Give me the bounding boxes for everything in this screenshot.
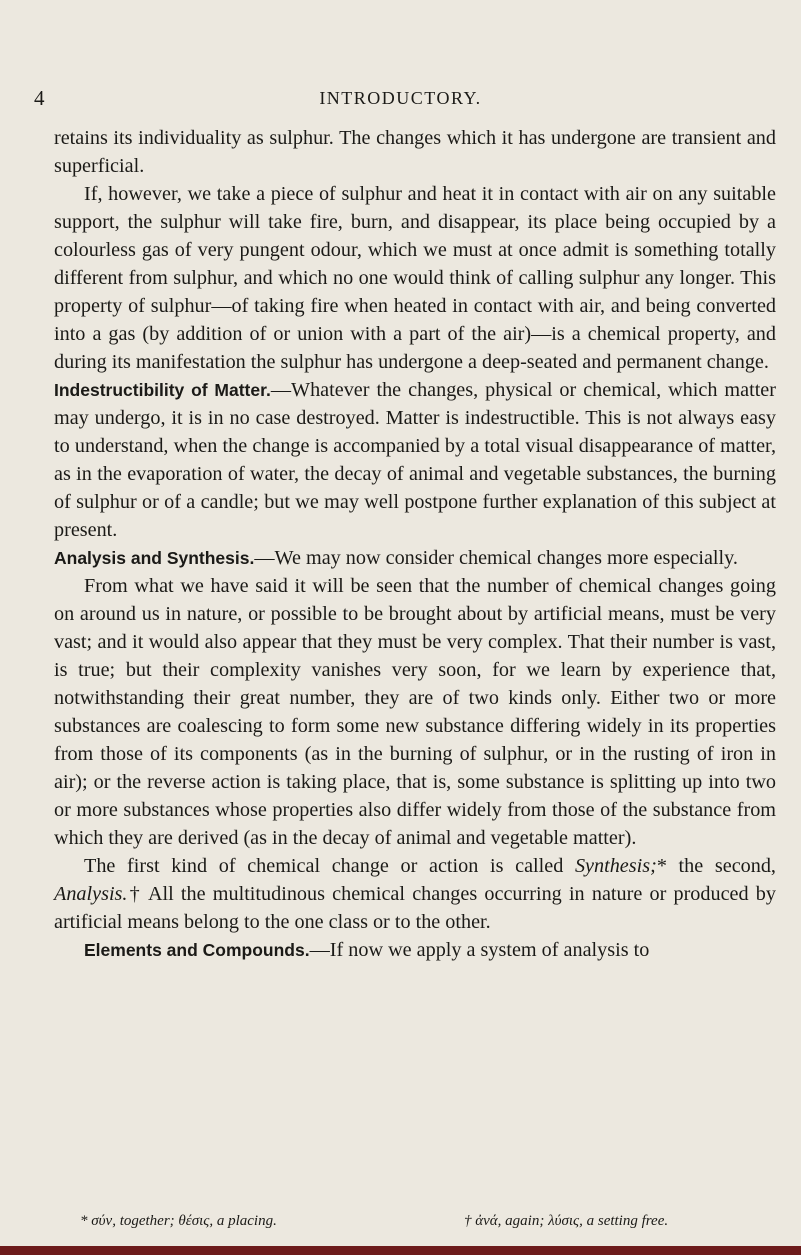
paragraph-text: —If now we apply a system of analysis to <box>309 939 650 961</box>
paragraph-analysis-synthesis <box>54 544 776 572</box>
page-number: 4 <box>34 86 45 110</box>
paragraph-continuation: retains its individuality as sulphur. The changes which it has undergone are transient and superficial. <box>54 127 776 177</box>
term-synthesis: Synthesis; <box>574 855 657 877</box>
running-title: INTRODUCTORY. <box>319 88 482 108</box>
body-text <box>54 124 776 964</box>
paragraph-text: the second, <box>666 855 776 877</box>
running-head <box>0 86 801 112</box>
section-heading: Analysis and Synthesis. <box>54 548 255 568</box>
footnote-analysis: † ἀνά, again; λύσις, a setting free. <box>464 1213 669 1229</box>
footnote-synthesis: * σύν, together; θέσις, a placing. <box>80 1213 277 1229</box>
footnote-mark: * <box>656 855 667 877</box>
paragraph-chemical-property: If, however, we take a piece of sulphur and heat it in contact with air on any suitable support, the sulphur will take fire, burn, and disappear, its place being occupied by a colourless gas of very pungent odour, which we must at once admit is something totally different from sulphur, and which no one would think of calling sulphur any longer. This property of sulphur—of taking fire when heated in contact with air, and being converted into a gas (by addition of or union with a part of the air)—is a chemical property, and during its manifestation the sulphur has undergone a deep-seated and permanent change. <box>54 183 776 373</box>
term-analysis: Analysis. <box>54 883 128 905</box>
footnotes <box>0 1213 801 1235</box>
paragraph-elements-compounds <box>54 936 776 964</box>
paragraph-indestructibility <box>54 376 776 544</box>
paragraph-chemical-changes: From what we have said it will be seen that the number of chemical changes going on around us in nature, or possible to be brought about by artificial means, must be very vast; and it would also appear that they must be very complex. That their number is vast, is true; but their complexity vanishes very soon, for we learn by experience that, notwithstanding their great number, they are of two kinds only. Either two or more substances are coalescing to form some new substance differing widely in its properties from those of its components (as in the burning of sulphur, or in the rusting of iron in air); or the reverse action is taking place, that is, some substance is splitting up into two or more substances whose properties also differ widely from those of the substance from which they are derived (as in the decay of animal and vegetable matter). <box>54 575 776 849</box>
paragraph-text: —We may now consider chemical changes more especially. <box>254 547 738 569</box>
paragraph-text: The first kind of chemical change or action is called <box>84 855 575 877</box>
paragraph-text: —Whatever the changes, physical or chemical, which matter may undergo, it is in no case destroyed. Matter is indestructible. This is not always easy to understand, when the change is accompanied by a total visual disappearance of matter, as in the evaporation of water, the decay of animal and vegetable substances, the burning of sulphur or of a candle; but we may well postpone further explanation of this subject at present. <box>54 379 776 541</box>
paragraph-synthesis-definition <box>54 852 776 936</box>
paragraph-text: All the multitudinous chemical changes occurring in nature or produced by artificial means belong to the one class or to the other. <box>54 883 776 933</box>
footnote-mark: † <box>127 883 142 905</box>
section-heading: Elements and Compounds. <box>84 940 310 960</box>
bottom-edge-bar <box>0 1246 801 1255</box>
section-heading: Indestructibility of Matter. <box>54 380 271 400</box>
